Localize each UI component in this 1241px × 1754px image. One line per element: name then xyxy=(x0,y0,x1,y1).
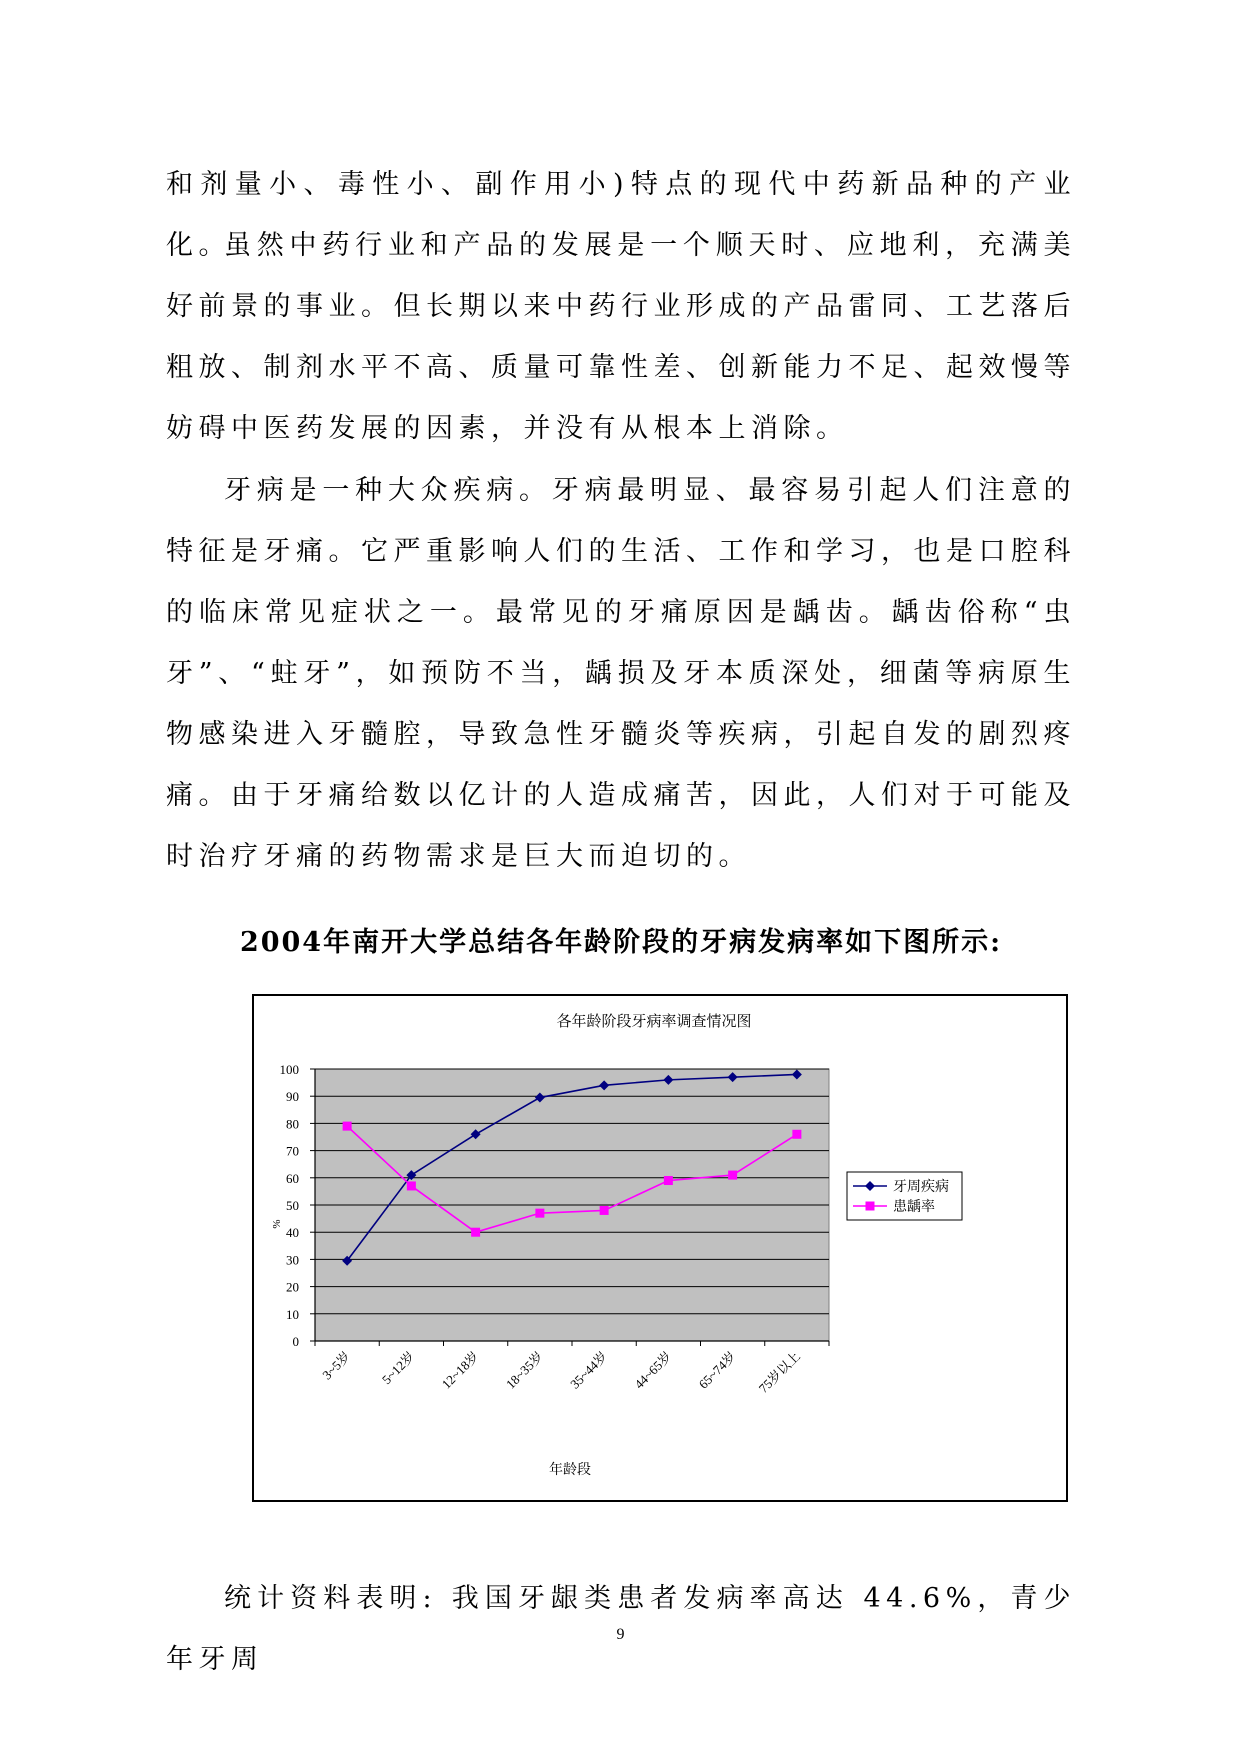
y-tick-label: 50 xyxy=(286,1198,299,1213)
x-axis-label: 年龄段 xyxy=(549,1463,591,1478)
paragraph-4: 统计资料表明: 我国牙龈类患者发病率高达 44.6%，青少年牙周 xyxy=(166,1583,1076,1675)
paragraph-1: 和剂量小、毒性小、副作用小)特点的现代中药新品种的产业化。 xyxy=(166,169,1076,261)
x-tick-label: 44~65岁 xyxy=(631,1348,675,1392)
x-tick-label: 75岁以上 xyxy=(755,1348,803,1396)
x-tick-label: 5~12岁 xyxy=(378,1348,418,1388)
legend-label: 牙周疾病 xyxy=(893,1180,949,1195)
y-tick-label: 20 xyxy=(286,1279,299,1295)
y-tick-label: 90 xyxy=(286,1089,299,1105)
x-tick-label: 12~18岁 xyxy=(438,1348,482,1392)
y-axis-label: % xyxy=(271,1219,283,1229)
chart-title: 各年龄阶段牙病率调查情况图 xyxy=(556,1014,752,1030)
y-tick-label: 80 xyxy=(286,1116,299,1132)
data-point-2 xyxy=(407,1181,416,1190)
paragraph-3: 牙病是一种大众疾病。牙病最明显、最容易引起人们注意的特征是牙痛。它严重影响人们的生活、工作和学习，也是口腔科的临床常见症状之一。最常见的牙痛原因是龋齿。龋齿俗称“虫牙”、“蛀牙”，如预防不当，龋损及牙本质深处，细菌等病原生物感染进入牙髓腔，导致急性牙髓炎等疾病，引起自发的剧烈疼痛。由于牙痛给数以亿计的人造成痛苦，因此，人们对于可能及时治疗牙痛的药物需求是巨大而迫切的。 xyxy=(166,475,1076,872)
legend-marker xyxy=(866,1202,875,1211)
y-tick-label: 40 xyxy=(286,1225,299,1241)
y-tick-label: 10 xyxy=(286,1306,299,1322)
data-point-2 xyxy=(600,1206,609,1215)
paragraph-2: 虽然中药行业和产品的发展是一个顺天时、应地利，充满美好前景的事业。但长期以来中药行业形成的产品雷同、工艺落后粗放、制剂水平不高、质量可靠性差、创新能力不足、起效慢等妨碍中医药发展的因素，并没有从根本上消除。 xyxy=(166,230,1076,444)
data-point-2 xyxy=(792,1130,801,1139)
page-number: 9 xyxy=(616,1626,625,1643)
y-tick-label: 70 xyxy=(286,1143,299,1159)
data-point-2 xyxy=(728,1171,737,1180)
data-point-2 xyxy=(535,1209,544,1218)
x-tick-label: 35~44岁 xyxy=(567,1348,611,1392)
plot-area xyxy=(280,1062,830,1396)
x-tick-label: 18~35岁 xyxy=(502,1348,546,1392)
legend-label: 患龋率 xyxy=(893,1200,935,1215)
x-tick-label: 65~74岁 xyxy=(695,1348,739,1392)
y-tick-label: 60 xyxy=(286,1170,299,1186)
chart-legend xyxy=(847,1172,962,1220)
y-tick-label: 100 xyxy=(279,1062,299,1077)
data-point-2 xyxy=(471,1228,480,1237)
chart-canvas xyxy=(254,996,1066,1500)
figure-caption: 2004年南开大学总结各年龄阶段的牙病发病率如下图所示: xyxy=(239,927,1003,958)
data-point-2 xyxy=(343,1122,352,1131)
data-point-2 xyxy=(664,1176,673,1185)
line-chart xyxy=(252,994,1068,1502)
y-tick-label: 0 xyxy=(292,1334,299,1349)
y-tick-label: 30 xyxy=(286,1252,299,1268)
x-tick-label: 3~5岁 xyxy=(319,1348,354,1383)
